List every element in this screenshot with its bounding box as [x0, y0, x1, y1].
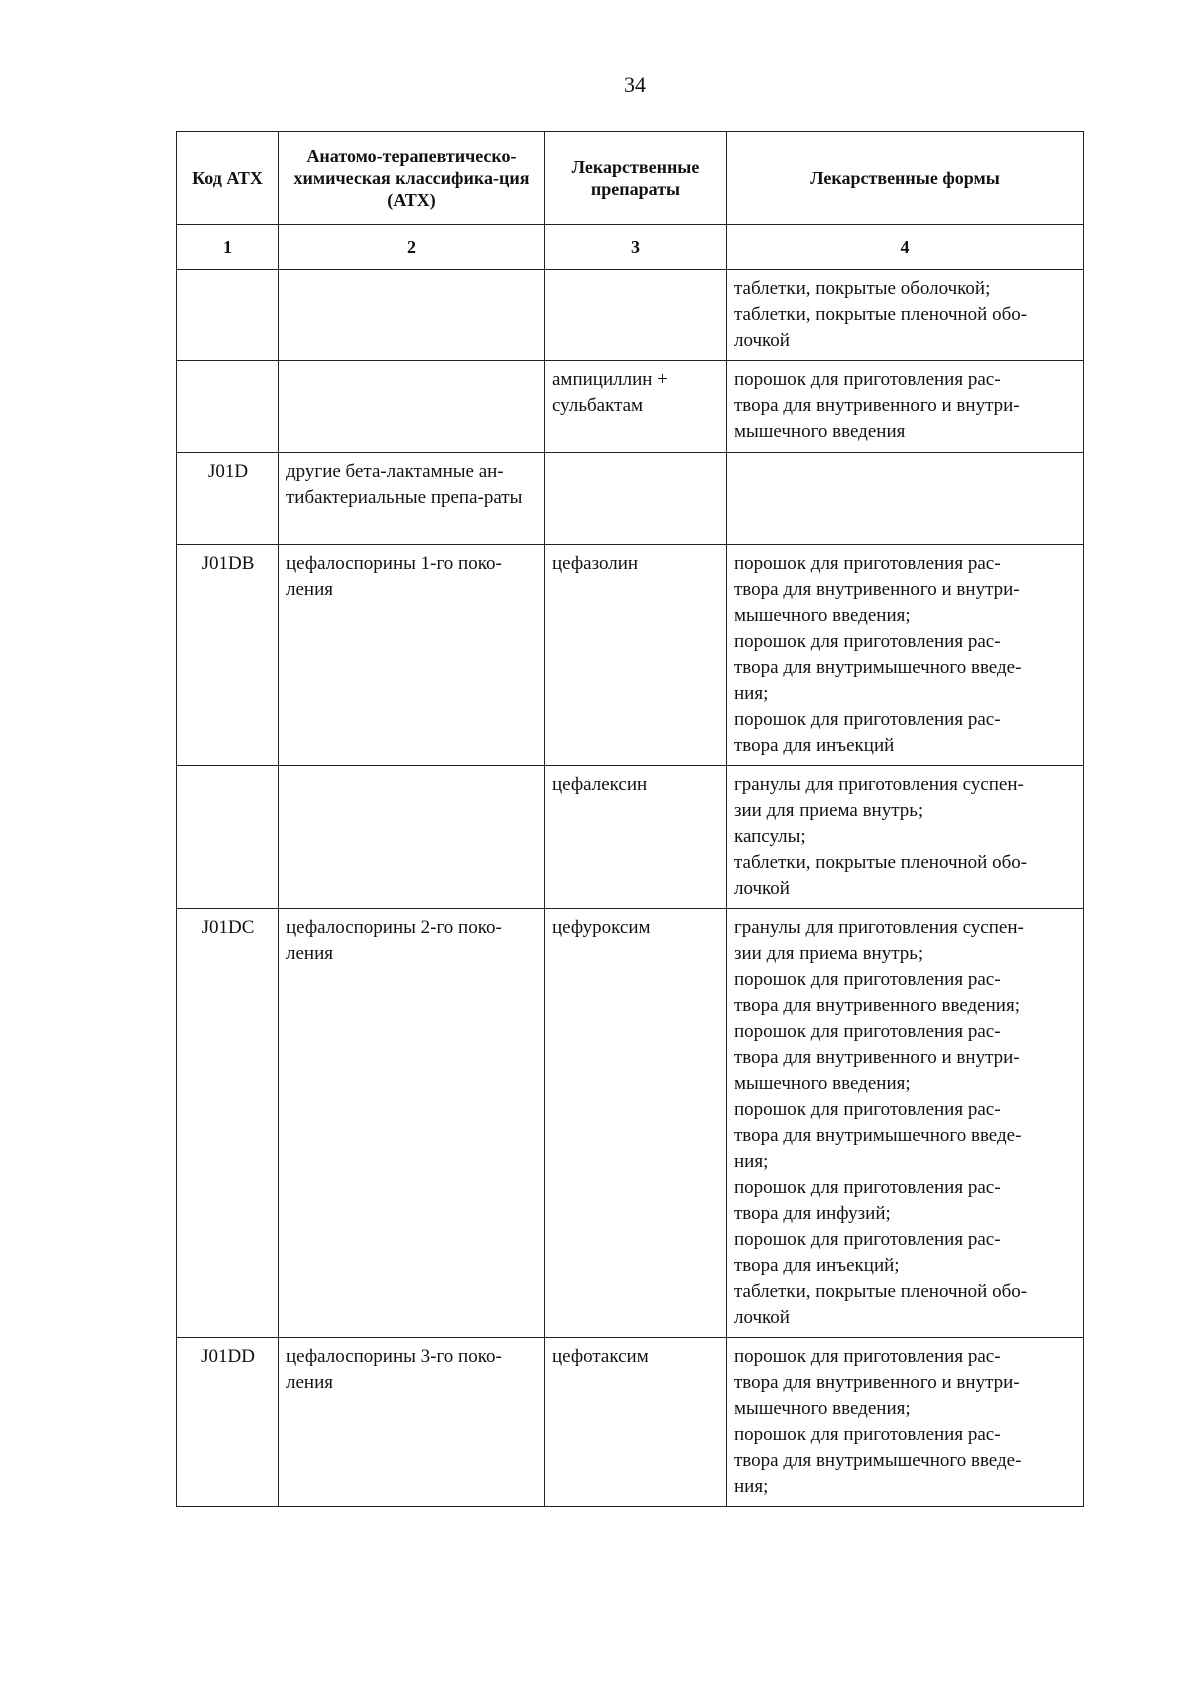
- table-row: [177, 766, 1084, 909]
- table-row: [177, 545, 1084, 766]
- drug-cell: цефуроксим: [545, 909, 727, 1338]
- drug-cell: цефалексин: [545, 766, 727, 909]
- table-row: [177, 270, 1084, 361]
- forms-line: твора для внутримышечного введе-: [734, 1125, 1022, 1146]
- header-forms: Лекарственные формы: [727, 132, 1084, 225]
- forms-cell: [727, 909, 1084, 1338]
- forms-line: твора для внутримышечного введе-: [734, 657, 1022, 678]
- forms-line: твора для внутримышечного введе-: [734, 1450, 1022, 1471]
- table-row: [177, 361, 1084, 453]
- forms-line: мышечного введения: [734, 421, 906, 442]
- classification-cell: [279, 270, 545, 361]
- forms-cell: [727, 766, 1084, 909]
- forms-line: твора для внутривенного введения;: [734, 995, 1020, 1016]
- forms-line: твора для инъекций;: [734, 1255, 900, 1276]
- forms-line: твора для инфузий;: [734, 1203, 891, 1224]
- classification-cell: другие бета-лактамные ан-тибактериальные препа-раты: [279, 453, 545, 545]
- forms-line: капсулы;: [734, 826, 806, 847]
- forms-cell: [727, 1338, 1084, 1507]
- forms-line: мышечного введения;: [734, 1073, 911, 1094]
- table-body: [177, 270, 1084, 1507]
- forms-line: ния;: [734, 1151, 769, 1172]
- forms-line: ния;: [734, 683, 769, 704]
- classification-cell: цефалоспорины 2-го поко-ления: [279, 909, 545, 1338]
- forms-line: порошок для приготовления рас-: [734, 1346, 1001, 1367]
- drug-cell: ампициллин + сульбактам: [545, 361, 727, 453]
- forms-line: мышечного введения;: [734, 1398, 911, 1419]
- table-row: [177, 453, 1084, 545]
- forms-cell: [727, 361, 1084, 453]
- forms-line: порошок для приготовления рас-: [734, 1177, 1001, 1198]
- forms-line: порошок для приготовления рас-: [734, 709, 1001, 730]
- code-cell: [177, 766, 279, 909]
- forms-line: твора для инъекций: [734, 735, 895, 756]
- forms-line: таблетки, покрытые пленочной обо-: [734, 304, 1028, 325]
- forms-line: лочкой: [734, 330, 790, 351]
- table-row: [177, 909, 1084, 1338]
- table-row: [177, 1338, 1084, 1507]
- forms-line: лочкой: [734, 878, 790, 899]
- forms-cell: [727, 453, 1084, 545]
- code-cell: [177, 270, 279, 361]
- forms-line: твора для внутривенного и внутри-: [734, 1372, 1020, 1393]
- drug-cell: цефазолин: [545, 545, 727, 766]
- code-cell: J01DB: [177, 545, 279, 766]
- forms-line: таблетки, покрытые пленочной обо-: [734, 1281, 1028, 1302]
- forms-line: ния;: [734, 1476, 769, 1497]
- header-row: [177, 132, 1084, 225]
- forms-line: порошок для приготовления рас-: [734, 553, 1001, 574]
- forms-line: твора для внутривенного и внутри-: [734, 395, 1020, 416]
- forms-line: таблетки, покрытые пленочной обо-: [734, 852, 1028, 873]
- classification-cell: [279, 766, 545, 909]
- column-number: 4: [727, 225, 1084, 270]
- forms-line: порошок для приготовления рас-: [734, 1424, 1001, 1445]
- forms-line: твора для внутривенного и внутри-: [734, 1047, 1020, 1068]
- header-drugs: Лекарственные препараты: [545, 132, 727, 225]
- forms-line: гранулы для приготовления суспен-: [734, 774, 1024, 795]
- code-cell: [177, 361, 279, 453]
- classification-cell: цефалоспорины 1-го поко-ления: [279, 545, 545, 766]
- forms-line: таблетки, покрытые оболочкой;: [734, 278, 991, 299]
- forms-line: порошок для приготовления рас-: [734, 969, 1001, 990]
- column-number-row: [177, 225, 1084, 270]
- forms-line: порошок для приготовления рас-: [734, 1021, 1001, 1042]
- column-number: 2: [279, 225, 545, 270]
- forms-line: порошок для приготовления рас-: [734, 631, 1001, 652]
- forms-line: мышечного введения;: [734, 605, 911, 626]
- atx-table: [176, 131, 1084, 1507]
- drug-cell: [545, 453, 727, 545]
- classification-cell: [279, 361, 545, 453]
- forms-line: лочкой: [734, 1307, 790, 1328]
- page-number: 34: [624, 72, 646, 97]
- drug-cell: [545, 270, 727, 361]
- header-code: Код АТХ: [177, 132, 279, 225]
- forms-line: порошок для приготовления рас-: [734, 1229, 1001, 1250]
- forms-line: твора для внутривенного и внутри-: [734, 579, 1020, 600]
- column-number: 3: [545, 225, 727, 270]
- classification-cell: цефалоспорины 3-го поко-ления: [279, 1338, 545, 1507]
- code-cell: J01D: [177, 453, 279, 545]
- forms-line: порошок для приготовления рас-: [734, 1099, 1001, 1120]
- code-cell: J01DD: [177, 1338, 279, 1507]
- code-cell: J01DC: [177, 909, 279, 1338]
- header-classification: Анатомо-терапевтическо-химическая классифика-ция (АТХ): [279, 132, 545, 225]
- forms-line: гранулы для приготовления суспен-: [734, 917, 1024, 938]
- forms-cell: [727, 545, 1084, 766]
- forms-line: порошок для приготовления рас-: [734, 369, 1001, 390]
- column-number: 1: [177, 225, 279, 270]
- forms-cell: [727, 270, 1084, 361]
- drug-cell: цефотаксим: [545, 1338, 727, 1507]
- forms-line: зии для приема внутрь;: [734, 943, 924, 964]
- forms-line: зии для приема внутрь;: [734, 800, 924, 821]
